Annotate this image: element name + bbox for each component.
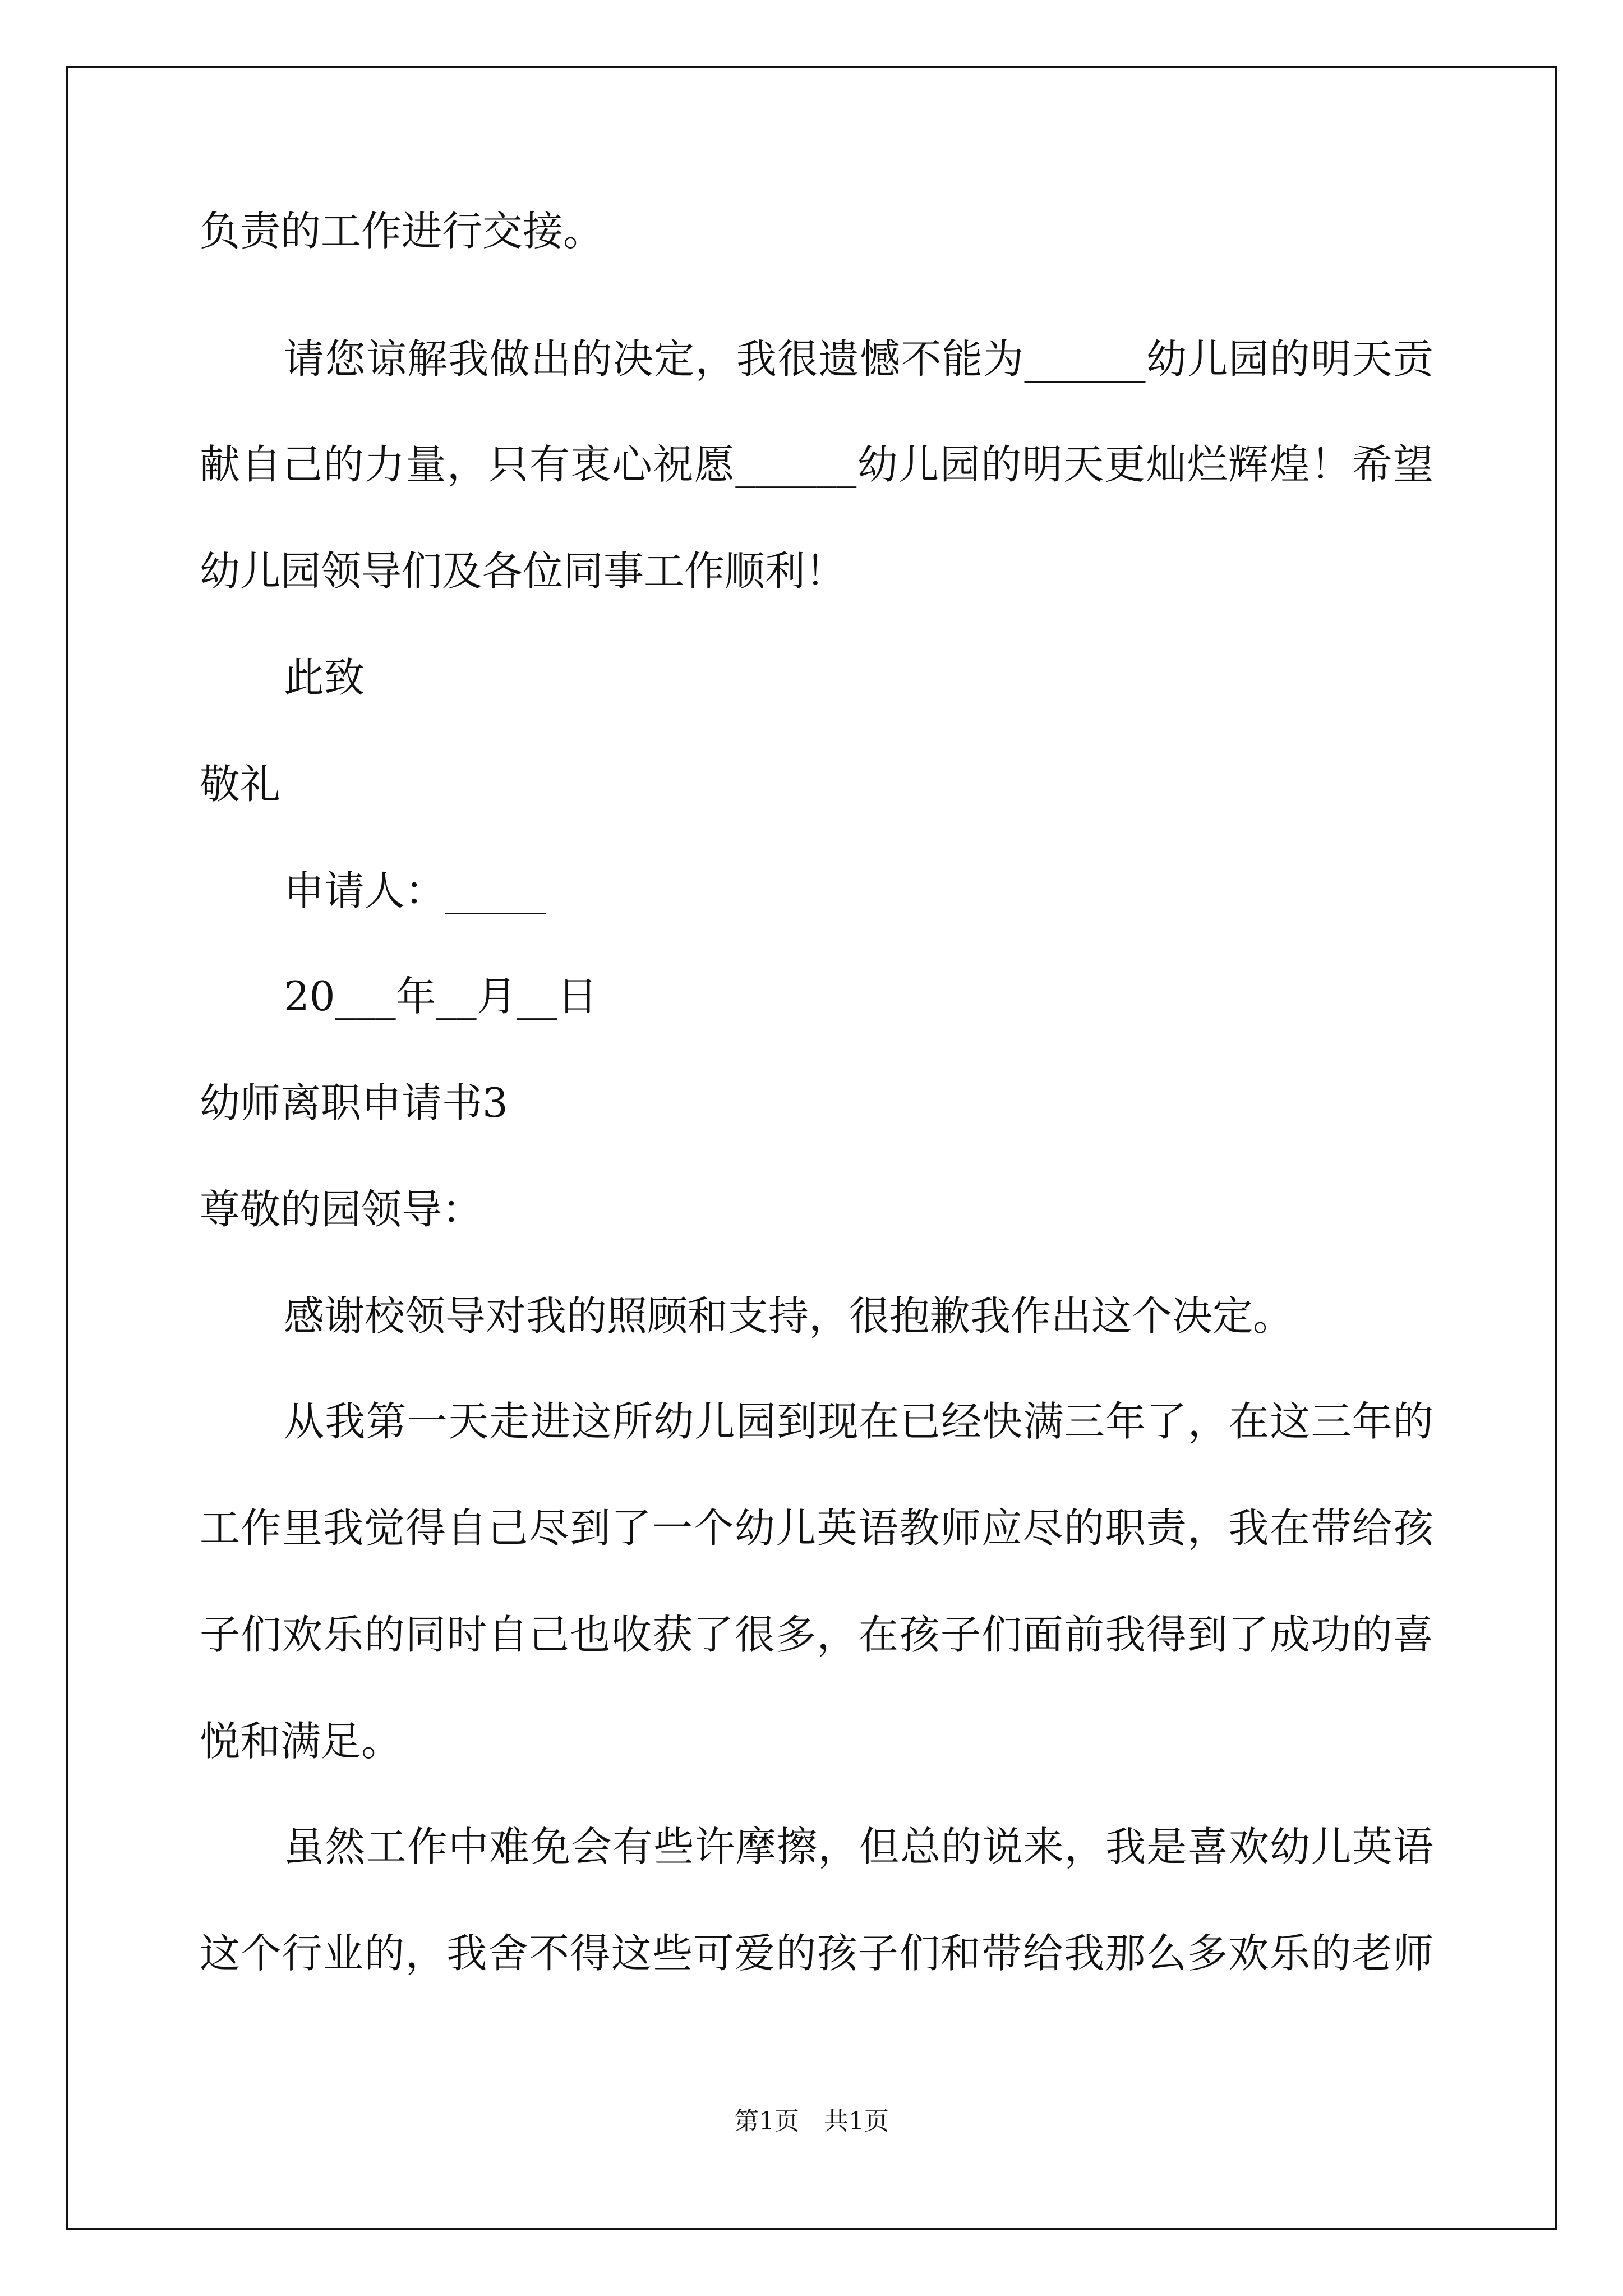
text-line: 悦和满足。 [200, 1718, 402, 1765]
text-line: 此致 [284, 654, 365, 701]
text-line: 从我第一天走进这所幼儿园到现在已经快满三年了，在这三年的 [284, 1398, 1433, 1445]
text-line: 负责的工作进行交接。 [200, 208, 604, 255]
text-line: 这个行业的，我舍不得这些可爱的孩子们和带给我那么多欢乐的老师 [200, 1930, 1433, 1977]
text-line: 虽然工作中难免会有些许摩擦，但总的说来，我是喜欢幼儿英语 [284, 1823, 1433, 1870]
text-line: 尊敬的园领导： [200, 1186, 483, 1233]
text-line: 20___年__月__日 [284, 973, 598, 1020]
text-line: 工作里我觉得自己尽到了一个幼儿英语教师应尽的职责，我在带给孩 [200, 1504, 1433, 1552]
page-footer: 第1页 共1页 [734, 2107, 889, 2136]
text-line: 幼师离职申请书3 [200, 1079, 508, 1126]
text-line: 申请人：_____ [284, 867, 547, 914]
text-line: 子们欢乐的同时自己也收获了很多，在孩子们面前我得到了成功的喜 [200, 1611, 1433, 1658]
text-line: 幼儿园领导们及各位同事工作顺利！ [200, 547, 846, 595]
text-line: 请您谅解我做出的决定，我很遗憾不能为______幼儿园的明天贡 [284, 335, 1433, 383]
page-border [66, 66, 1557, 2230]
text-line: 敬礼 [200, 761, 281, 808]
text-line: 感谢校领导对我的照顾和支持，很抱歉我作出这个决定。 [284, 1292, 1294, 1340]
text-line: 献自己的力量，只有衷心祝愿______幼儿园的明天更灿烂辉煌！希望 [200, 441, 1433, 488]
